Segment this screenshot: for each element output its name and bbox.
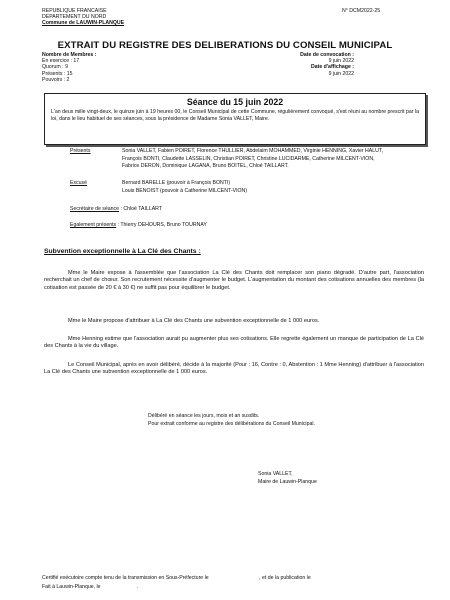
body-paragraph [44, 270, 424, 292]
members-in-office: En exercice : 17 [42, 58, 80, 65]
also-present-label: Egalement présents [70, 222, 117, 228]
subject-heading: Subvention exceptionnelle à La Clé des Chants : [44, 248, 201, 255]
closing-line: Pour extrait conforme au registre des délibérations du Conseil Municipal. [148, 421, 315, 427]
also-present-value: : Thierry DEHOURS, Bruno TOURNAY [116, 222, 207, 228]
excused-label: Excusé [70, 180, 88, 186]
closing-block [148, 412, 315, 428]
header-left [42, 8, 124, 27]
excused-list [122, 180, 247, 195]
also-present-line [70, 222, 207, 228]
paragraph-text: Mme Henning estime que l'association aurait pu augmenter plus ses cotisations. Elle regrette également un manque de participation de La Clé des Chants à la vie du village. [44, 336, 424, 350]
session-box [44, 93, 426, 145]
footer-line: Certifié exécutoire compte tenu de la transmission en Sous-Préfecture le , et de la publication le [42, 575, 311, 581]
present-label: Présents [70, 148, 91, 154]
proxies: Pouvoirs : 2 [42, 76, 70, 83]
department-label: DEPARTEMENT DU NORD [42, 14, 107, 21]
paragraph-text: Mme le Maire expose à l'assemblée que l'association La Clé des Chants doit remplacer son piano dégradé. D'autre part, l'association recherchait un chef de chœur. Son recrutement nécessite d'augmenter le budget. L'augmentation du montant des cotisations annuelles des membres (la cotisation est passée de 20 € à 30 €) ne suffit pas pour équilibrer le budget. [44, 270, 424, 291]
session-heading: Séance du 15 juin 2022 [186, 97, 284, 107]
posting-date: 9 juin 2022 [328, 70, 354, 77]
secretary-line [70, 206, 162, 212]
excused-line: Louis BENOIST (pouvoir à Catherine MILCENT-VION) [122, 187, 248, 194]
quorum: Quorum : 9 [42, 64, 68, 71]
body-paragraph [44, 362, 424, 377]
signature-block [258, 470, 317, 486]
paragraph-text: Le Conseil Municipal, après en avoir délibéré, décide à la majorité (Pour : 16, Contre : 0, Abstention : 1 Mme Henning) d'attribuer à l'association La Clé des Chants une subvention exceptionnelle de 1 000 euros. [44, 362, 424, 376]
paragraph-text: Mme le Maire propose d'attribuer à La Clé des Chants une subvention exceptionnelle de 1 000 euros. [68, 318, 320, 324]
member-counts [42, 52, 96, 83]
body-paragraph [44, 336, 424, 351]
posting-label: Date d'affichage : [310, 64, 354, 71]
present-list [122, 148, 422, 171]
present-line: Sonia VALLET, Fabien POIRET, Florence THULLIER, Abdelaim MOHAMMED, Virginie HENNING, Xavier HALUT, [122, 148, 383, 154]
excused-line: Bernard BARELLE (pouvoir à François BONTI) [122, 180, 231, 186]
signatory-name: Sonia VALLET, [258, 471, 293, 477]
secretary-label: Secrétaire de séance [70, 206, 120, 212]
present-line: François BONTI, Claudette LASSELIN, Christian POIRET, Christine LUCIDARME, Catherine MILCENT-VION, [122, 155, 375, 162]
commune-label: Commune de LAUWIN-PLANQUE [42, 20, 125, 27]
body-paragraph [44, 318, 424, 325]
convocation-date: 9 juin 2022 [328, 58, 354, 65]
members-present: Présents : 15 [42, 70, 73, 77]
republic-label: REPUBLIQUE FRANCAISE [42, 8, 107, 14]
convocation-label: Date de convocation : [300, 52, 354, 58]
closing-line: Délibéré en séance les jours, mois et an susdits. [148, 413, 260, 419]
key-dates [300, 52, 354, 77]
signatory-role: Maire de Lauwin-Planque [258, 479, 317, 485]
footer-line: Fait à Lauwin-Planque, le . [42, 584, 139, 590]
secretary-value: : Chloé TAILLART [119, 206, 162, 212]
document-title: EXTRAIT DU REGISTRE DES DELIBERATIONS DU CONSEIL MUNICIPAL [57, 40, 393, 51]
deliberation-reference: N° DCM2022-25 [342, 8, 381, 14]
session-text: L'an deux mille vingt-deux, le quinze juin à 19 heures 00, le Conseil Municipal de cette Commune, régulièrement convoqué, s'est réuni au nombre prescrit par la loi, dans le lieu habituel de ses séances, sous la présidence de Madame Sonia VALLET, Maire. [51, 109, 419, 123]
members-label: Nombre de Membres : [42, 52, 97, 58]
present-line: Fabrice DERON, Dominique LAGANA, Bruno BOITEL, Chloé TAILLART. [122, 163, 289, 170]
footer-certification [42, 574, 311, 592]
